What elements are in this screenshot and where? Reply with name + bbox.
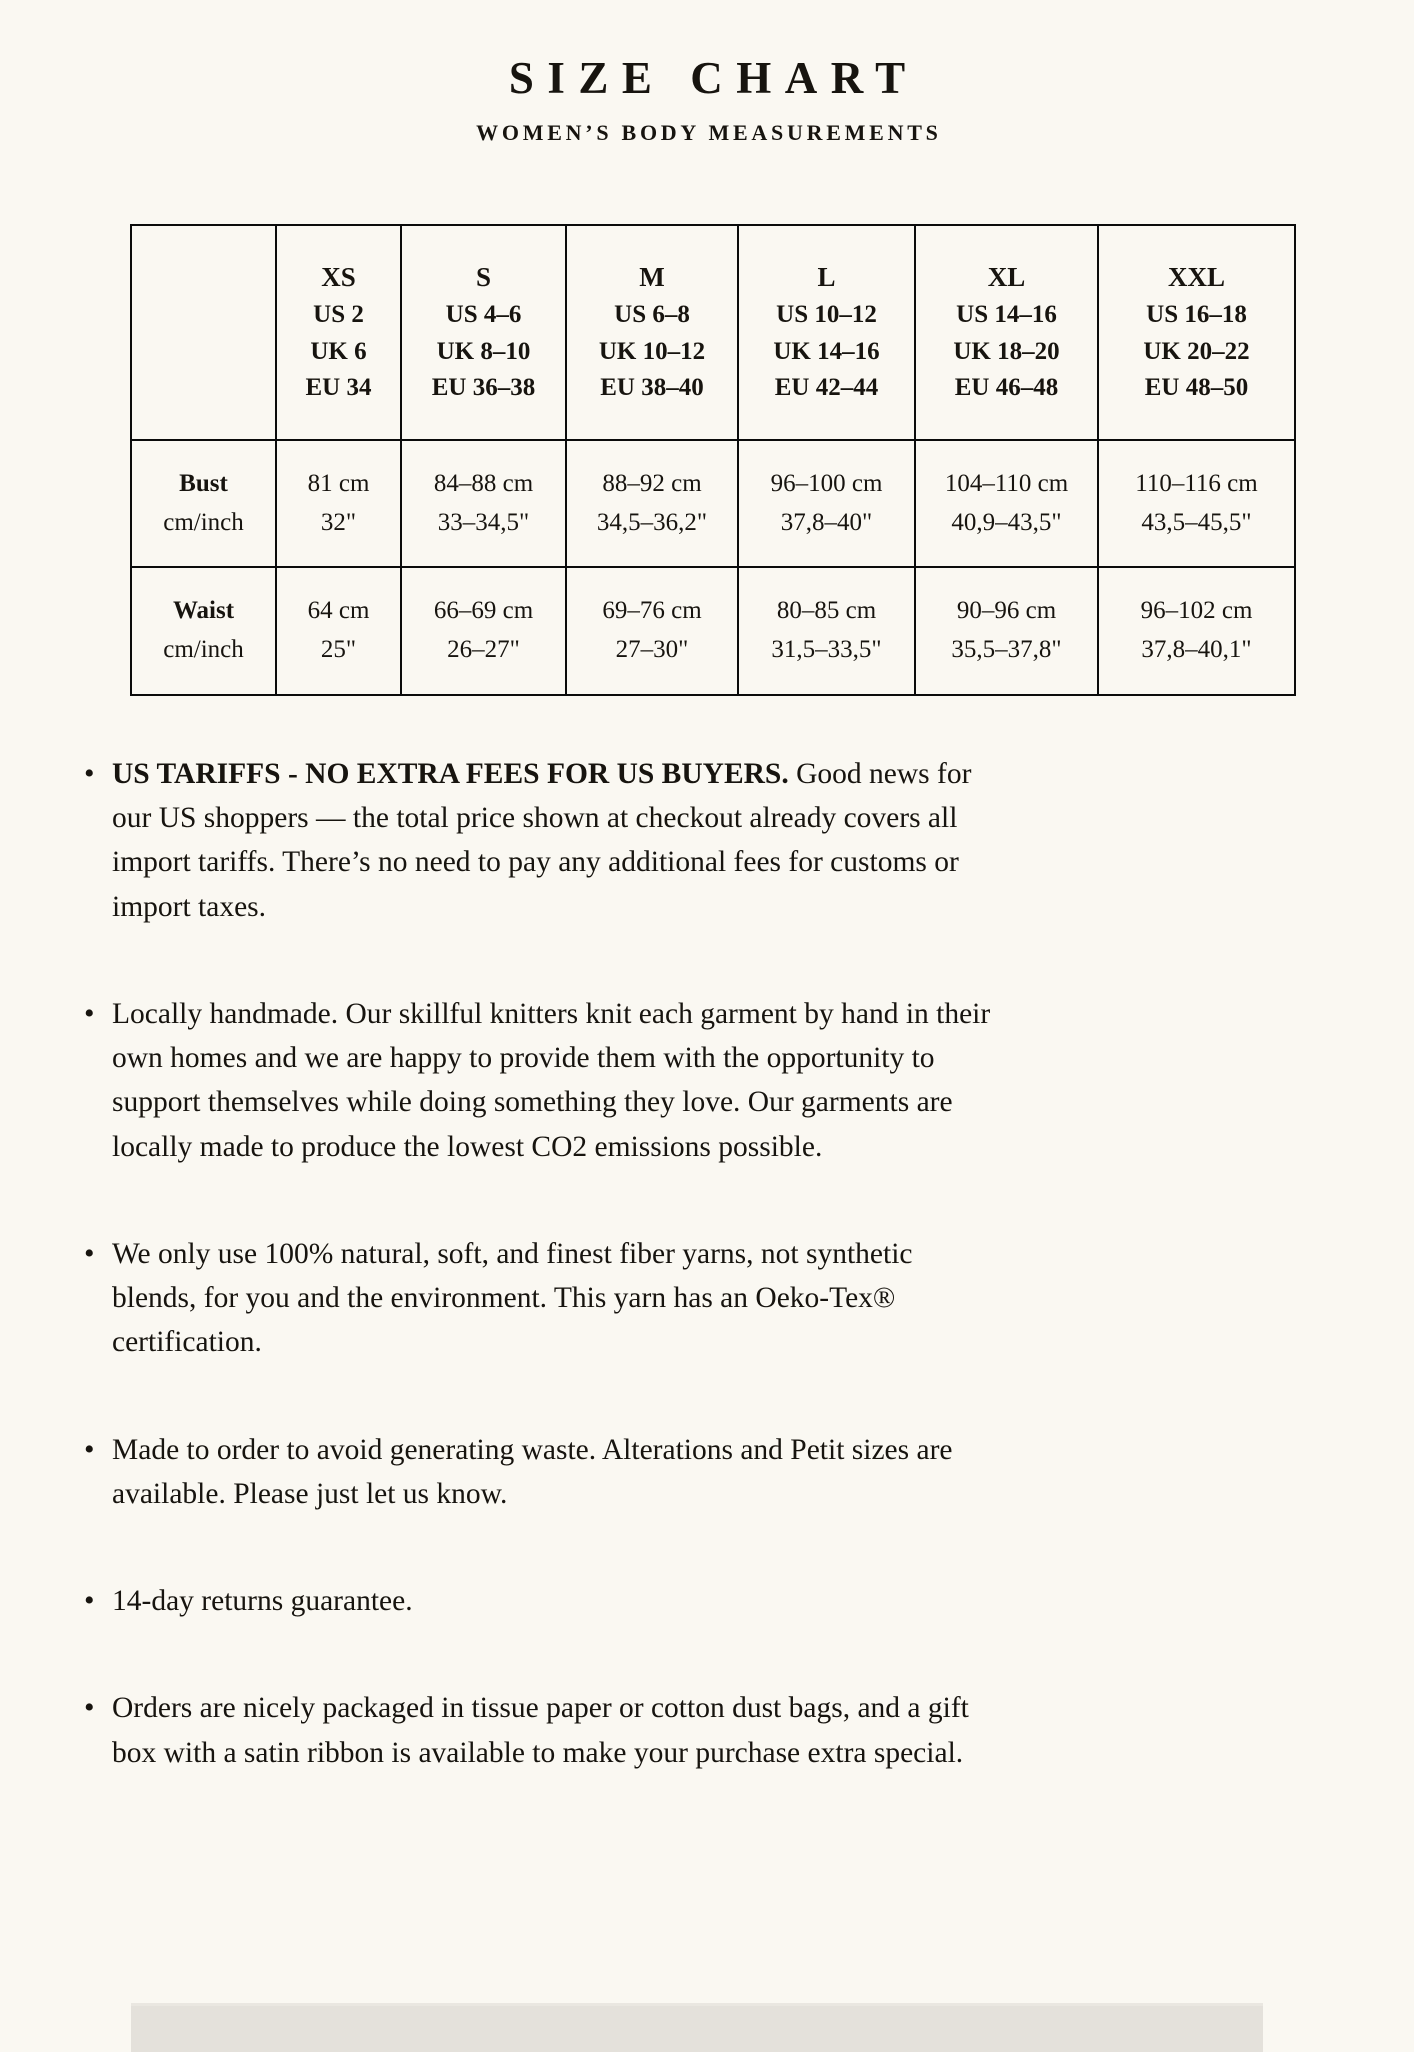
size-column-header-m: M US 6–8 UK 10–12 EU 38–40 <box>566 225 738 440</box>
measurement-cell: 84–88 cm 33–34,5" <box>401 440 566 568</box>
measurement-cell: 96–102 cm 37,8–40,1" <box>1098 567 1295 695</box>
size-table-corner-cell <box>131 225 276 440</box>
measurement-row-bust <box>131 440 1295 568</box>
size-column-header-s: S US 4–6 UK 8–10 EU 36–38 <box>401 225 566 440</box>
product-info-list <box>84 752 994 1775</box>
info-item-text: Made to order to avoid generating waste. Alterations and Petit sizes are available. Please just let us know. <box>112 1433 953 1510</box>
measurement-row-waist <box>131 567 1295 695</box>
measurement-cell: 88–92 cm 34,5–36,2" <box>566 440 738 568</box>
measurement-cell: 110–116 cm 43,5–45,5" <box>1098 440 1295 568</box>
info-list-item <box>84 752 994 929</box>
size-column-header-l: L US 10–12 UK 14–16 EU 42–44 <box>738 225 915 440</box>
measurement-cell: 80–85 cm 31,5–33,5" <box>738 567 915 695</box>
measurement-cell: 81 cm 32" <box>276 440 401 568</box>
footer-band <box>131 2003 1263 2052</box>
page-title: SIZE CHART <box>508 53 919 103</box>
row-label: Waist cm/inch <box>131 567 276 695</box>
size-chart-table <box>130 224 1296 696</box>
measurement-cell: 69–76 cm 27–30" <box>566 567 738 695</box>
measurement-cell: 64 cm 25" <box>276 567 401 695</box>
size-column-header-xs: XS US 2 UK 6 EU 34 <box>276 225 401 440</box>
page-subtitle: WOMEN’S BODY MEASUREMENTS <box>476 120 942 145</box>
size-table-header-row <box>131 225 1295 440</box>
size-column-header-xl: XL US 14–16 UK 18–20 EU 46–48 <box>915 225 1098 440</box>
info-list-item <box>84 1428 994 1517</box>
size-column-header-xxl: XXL US 16–18 UK 20–22 EU 48–50 <box>1098 225 1295 440</box>
info-item-text: Good news for our US shoppers — the total price shown at checkout already covers all import tariffs. There’s no need to pay any additional fees for customs or import taxes. <box>112 757 972 923</box>
info-item-text: Orders are nicely packaged in tissue paper or cotton dust bags, and a gift box with a satin ribbon is available to make your purchase extra special. <box>112 1692 969 1769</box>
info-list-item <box>84 992 994 1169</box>
measurement-cell: 96–100 cm 37,8–40" <box>738 440 915 568</box>
info-item-text: We only use 100% natural, soft, and finest fiber yarns, not synthetic blends, for you and the environment. This yarn has an Oeko-Tex® certification. <box>112 1237 913 1359</box>
measurement-cell: 90–96 cm 35,5–37,8" <box>915 567 1098 695</box>
row-label: Bust cm/inch <box>131 440 276 568</box>
measurement-cell: 66–69 cm 26–27" <box>401 567 566 695</box>
info-list-item <box>84 1579 994 1623</box>
info-item-text: 14-day returns guarantee. <box>112 1585 413 1618</box>
info-list-item <box>84 1232 994 1365</box>
info-item-text: Locally handmade. Our skillful knitters knit each garment by hand in their own homes and we are happy to provide them with the opportunity to support themselves while doing something they love. Our garments are locally made to produce the lowest CO2 emissions possible. <box>112 997 991 1163</box>
info-list-item <box>84 1686 994 1775</box>
measurement-cell: 104–110 cm 40,9–43,5" <box>915 440 1098 568</box>
info-item-lead: US TARIFFS - NO EXTRA FEES FOR US BUYERS. <box>112 757 789 790</box>
